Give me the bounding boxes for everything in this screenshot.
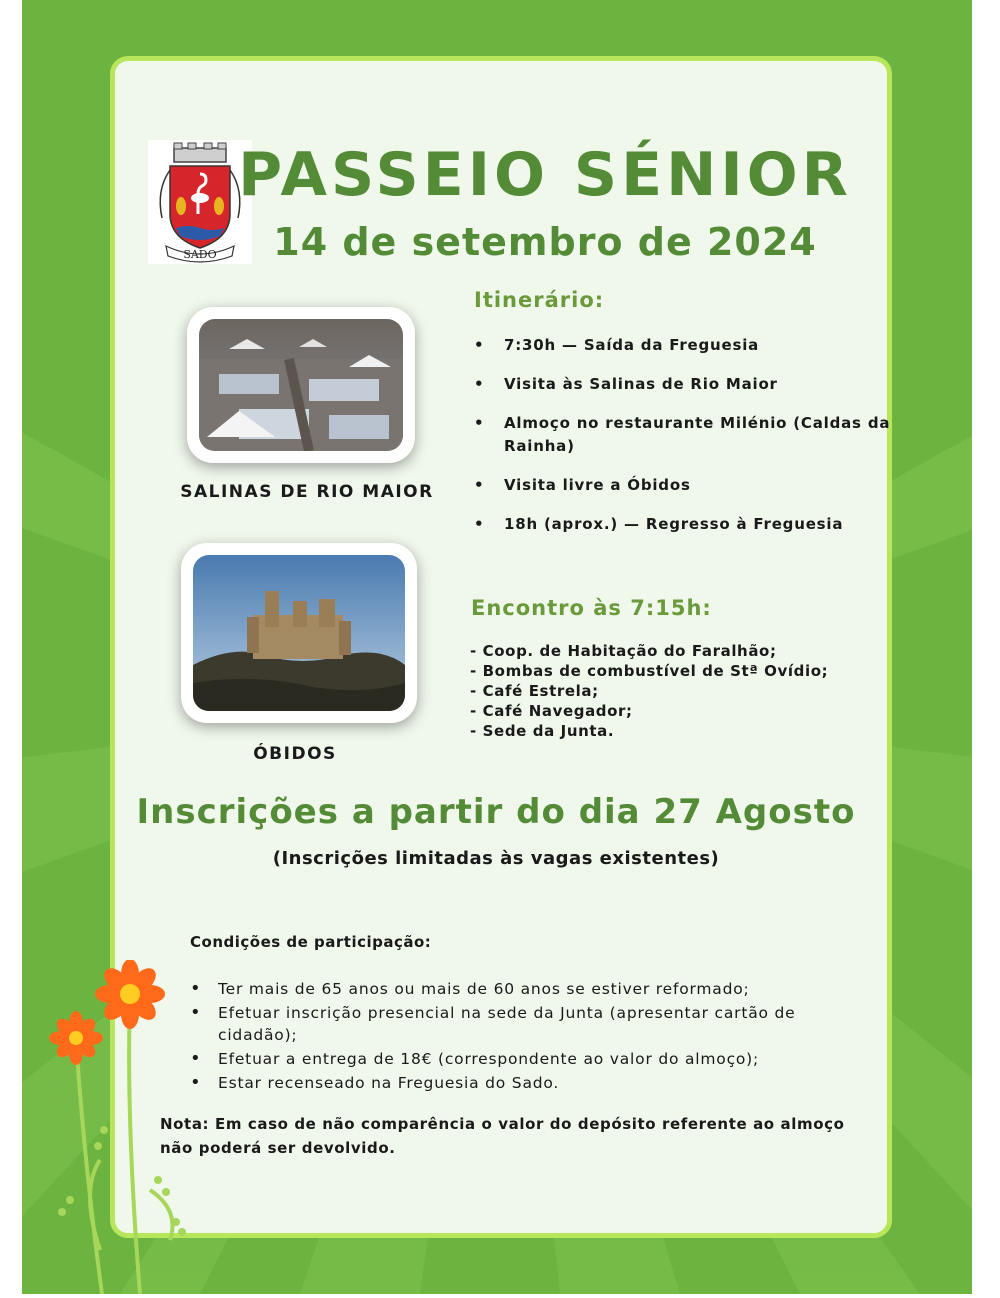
itinerary-list (472, 334, 892, 552)
photo-caption-salinas: SALINAS DE RIO MAIOR (180, 482, 434, 502)
itinerary-item: • 18h (aprox.) — Regresso à Freguesia (472, 513, 892, 536)
meeting-point: - Café Navegador; (470, 702, 633, 720)
condition-item: • Efetuar a entrega de 18€ (correspondente ao valor do almoço); (190, 1048, 850, 1070)
itinerary-item: • Almoço no restaurante Milénio (Caldas da Rainha) (472, 412, 892, 458)
page-margin-right (972, 0, 1000, 1294)
flower-icon (40, 960, 200, 1294)
conditions-list (190, 978, 850, 1096)
registration-note: (Inscrições limitadas às vagas existentes) (272, 848, 720, 869)
condition-item: • Efetuar inscrição presencial na sede da Junta (apresentar cartão de cidadão); (190, 1002, 850, 1046)
photo-frame-obidos (181, 543, 417, 723)
meeting-point: - Sede da Junta. (470, 722, 615, 740)
condition-item: • Estar recenseado na Freguesia do Sado. (190, 1072, 850, 1094)
page-margin-left (0, 0, 22, 1294)
itinerary-item: • 7:30h — Saída da Freguesia (472, 334, 892, 357)
photo-caption-obidos: ÓBIDOS (253, 744, 337, 764)
meeting-heading: Encontro às 7:15h: (471, 596, 712, 620)
meeting-points (470, 641, 890, 741)
itinerary-heading: Itinerário: (474, 288, 605, 312)
poster-title: PASSEIO SÉNIOR (238, 140, 852, 210)
conditions-heading: Condições de participação: (190, 933, 432, 951)
obidos-castle-photo-icon (193, 555, 405, 711)
photo-frame-salinas (187, 307, 415, 463)
itinerary-item: • Visita livre a Óbidos (472, 474, 892, 497)
event-date: 14 de setembro de 2024 (273, 220, 817, 264)
salt-flats-photo-icon (199, 319, 403, 451)
itinerary-item: • Visita às Salinas de Rio Maior (472, 373, 892, 396)
flower-decoration (40, 960, 200, 1294)
crest-banner-text: SADO (183, 248, 217, 261)
footnote: Nota: Em caso de não comparência o valor do depósito referente ao almoço não poderá ser devolvido. (160, 1115, 845, 1157)
meeting-point: - Café Estrela; (470, 682, 599, 700)
meeting-point: - Coop. de Habitação do Faralhão; (470, 642, 777, 660)
meeting-point: - Bombas de combustível de Stª Ovídio; (470, 662, 829, 680)
condition-item: • Ter mais de 65 anos ou mais de 60 anos se estiver reformado; (190, 978, 850, 1000)
registration-heading: Inscrições a partir do dia 27 Agosto (136, 792, 856, 832)
